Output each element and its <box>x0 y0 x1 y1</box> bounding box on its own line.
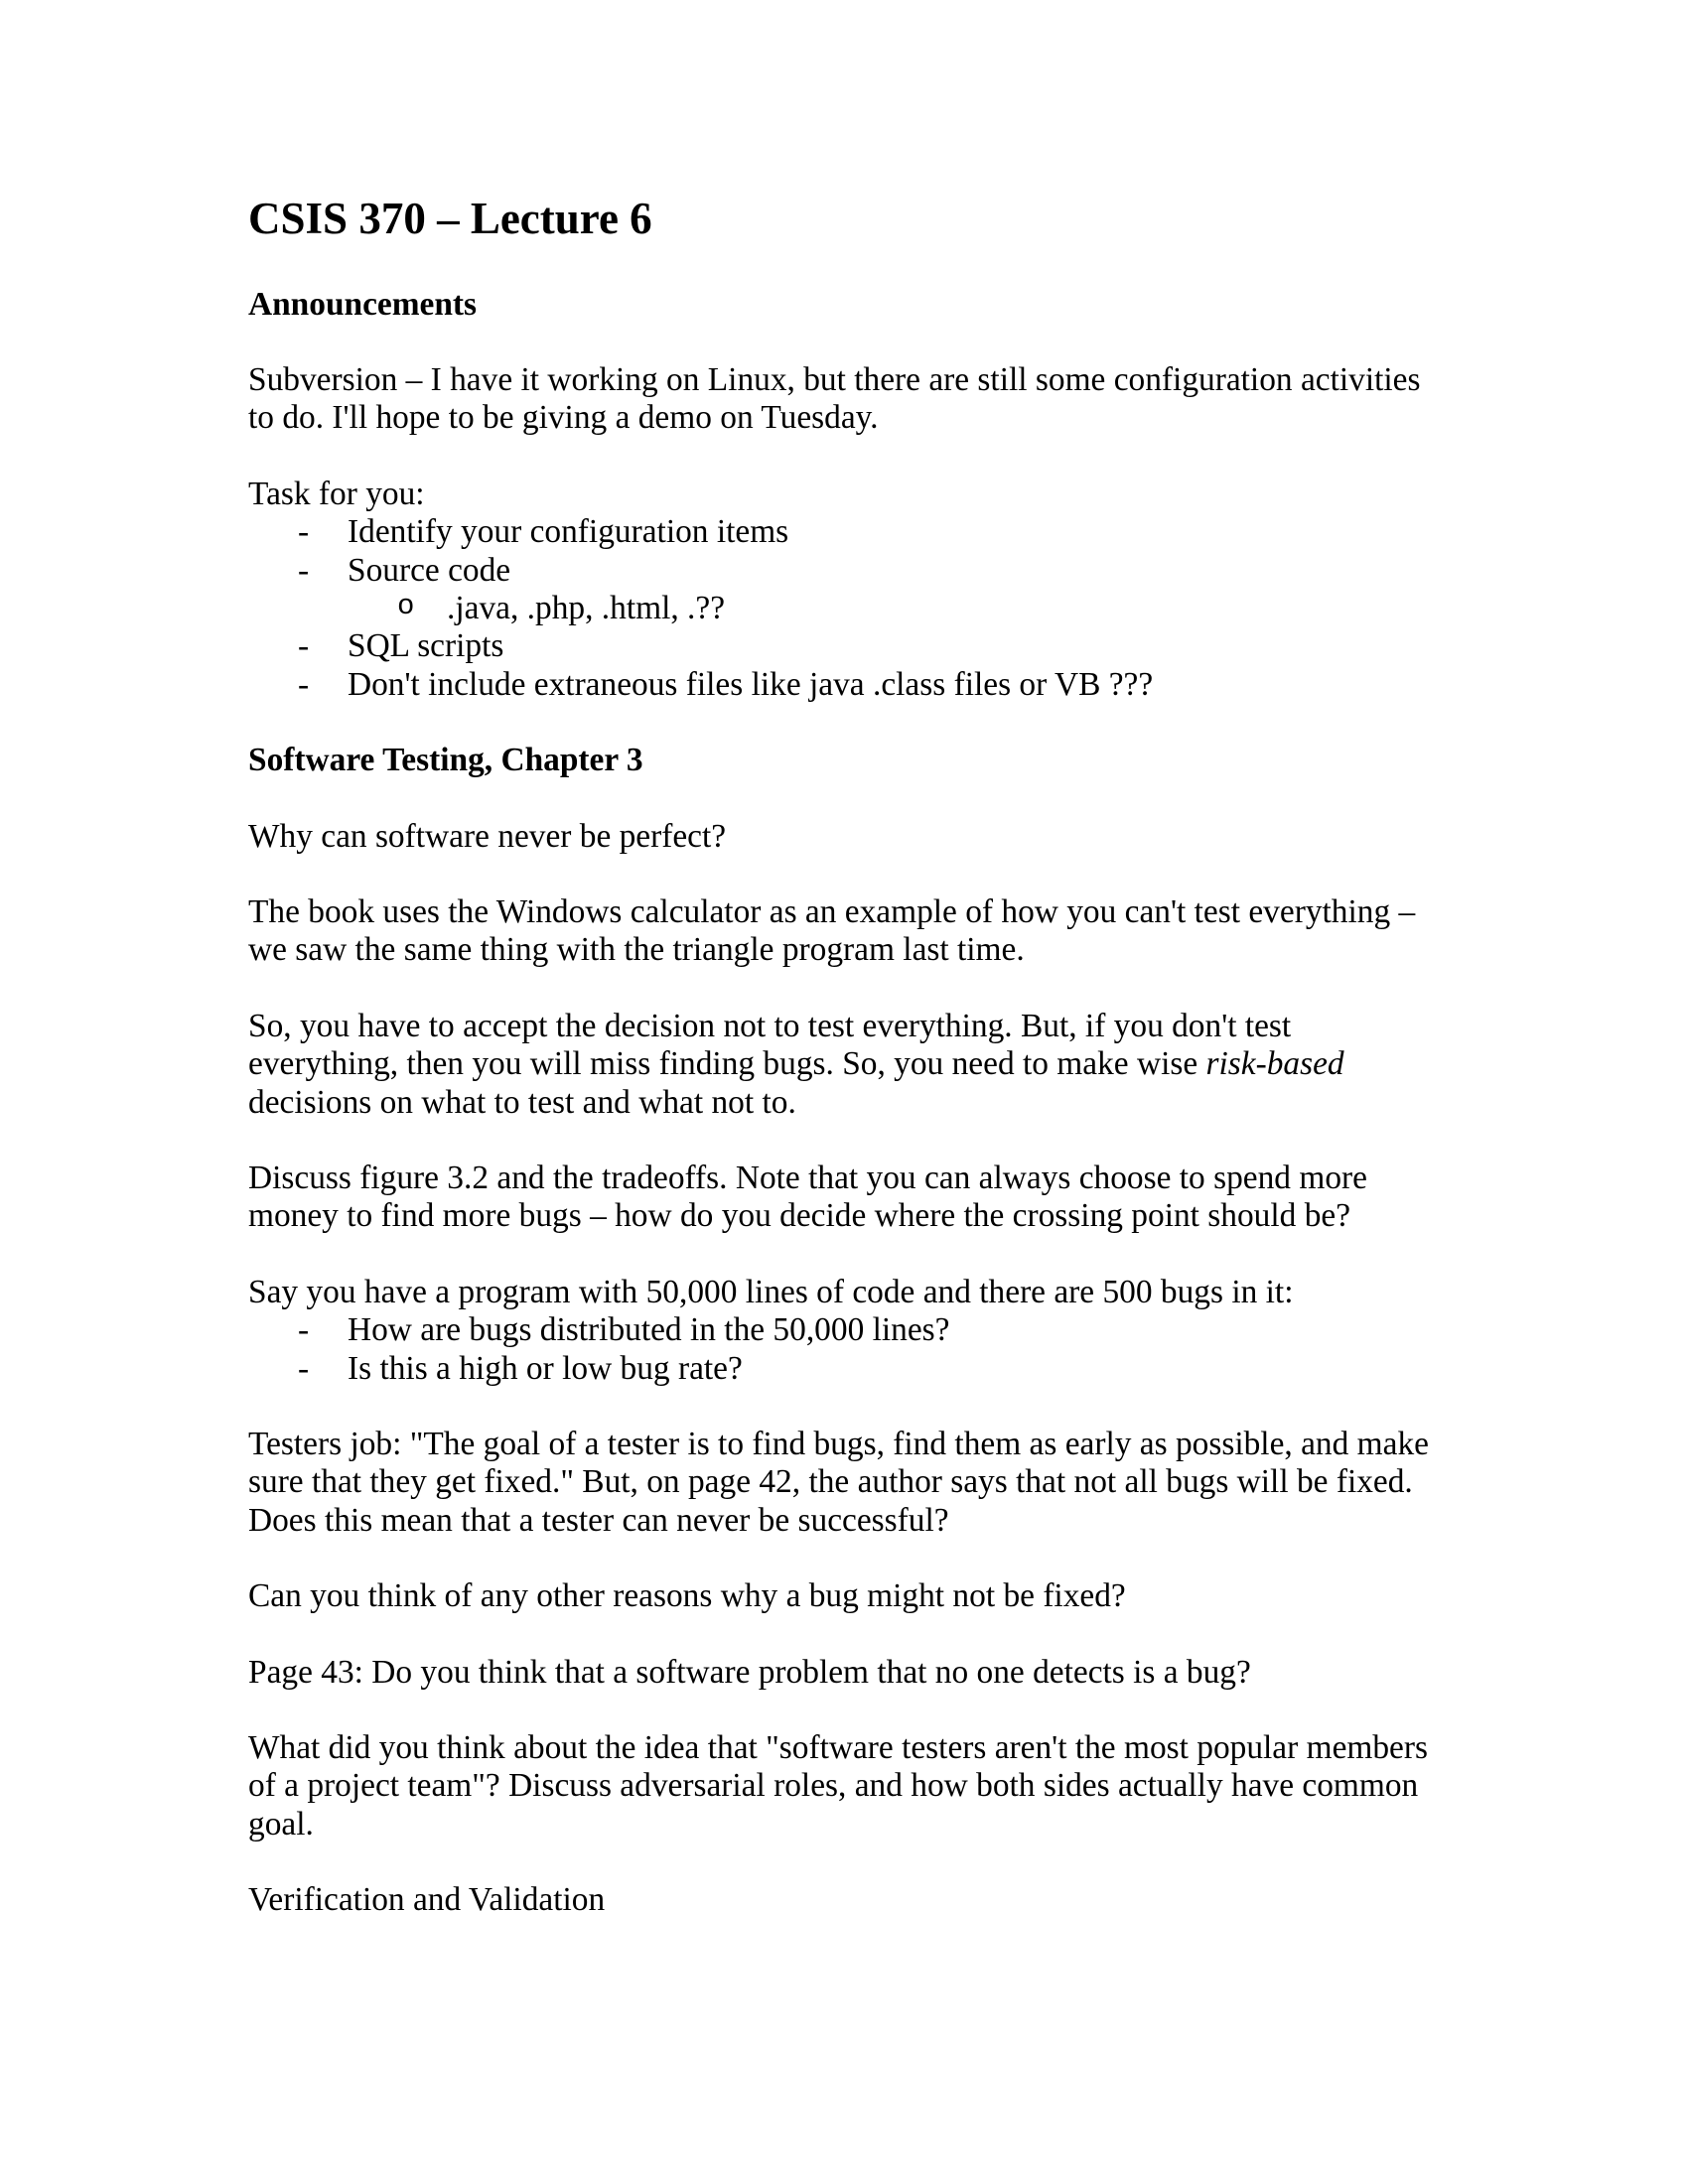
list-item-text: How are bugs distributed in the 50,000 lines? <box>348 1311 950 1349</box>
bullet-dash: - <box>298 665 310 703</box>
figure-paragraph: Discuss figure 3.2 and the tradeoffs. Note that you can always choose to spend more money to find more bugs – how do you decide where the crossing point should be? <box>248 1160 1367 1235</box>
risk-based-italic: risk-based <box>1205 1045 1344 1083</box>
list-item <box>248 552 1440 590</box>
bullet-circle: o <box>397 589 415 622</box>
bugs-intro: Say you have a program with 50,000 lines of code and there are 500 bugs in it: <box>248 1273 1294 1310</box>
risk-based-after: decisions on what to test and what not to. <box>248 1083 796 1121</box>
task-intro: Task for you: <box>248 475 425 512</box>
bullet-dash: - <box>298 1349 310 1387</box>
list-item <box>248 666 1440 704</box>
subversion-paragraph: Subversion – I have it working on Linux, but there are still some configuration activities to do. I'll hope to be giving a demo on Tuesday. <box>248 360 1421 437</box>
list-item-text: Identify your configuration items <box>348 513 789 551</box>
bullet-dash: - <box>298 551 310 589</box>
calculator-paragraph: The book uses the Windows calculator as an example of how you can't test everything – we saw the same thing with the triangle program last time. <box>248 892 1416 969</box>
bullet-dash: - <box>298 513 310 551</box>
bullet-dash: - <box>298 1311 310 1349</box>
list-item-text: .java, .php, .html, .?? <box>447 589 726 626</box>
list-item <box>248 513 1440 551</box>
other-reasons-paragraph: Can you think of any other reasons why a bug might not be fixed? <box>248 1577 1126 1615</box>
list-item-text: Source code <box>348 551 511 589</box>
list-subitem <box>248 590 1440 627</box>
list-item <box>248 1311 1440 1349</box>
page-title: CSIS 370 – Lecture 6 <box>248 194 652 243</box>
list-item-text: SQL scripts <box>348 627 504 665</box>
list-item <box>248 627 1440 665</box>
popular-members-paragraph: What did you think about the idea that "software testers aren't the most popular members of a project team"? Discuss adversarial roles, and how both sides actually have common goal. <box>248 1729 1428 1843</box>
list-item-text: Is this a high or low bug rate? <box>348 1349 743 1387</box>
list-item-text: Don't include extraneous files like java .class files or VB ??? <box>348 665 1154 703</box>
software-testing-heading: Software Testing, Chapter 3 <box>248 742 643 779</box>
risk-based-paragraph <box>248 1008 1440 1122</box>
document-content <box>248 195 1440 1958</box>
risk-based-before: So, you have to accept the decision not to test everything. But, if you don't test everything, then you will miss finding bugs. So, you need to make wise <box>248 1007 1292 1083</box>
why-perfect-paragraph: Why can software never be perfect? <box>248 817 727 855</box>
page43-paragraph: Page 43: Do you think that a software problem that no one detects is a bug? <box>248 1653 1251 1691</box>
list-item <box>248 1350 1440 1388</box>
bullet-dash: - <box>298 627 310 665</box>
announcements-heading: Announcements <box>248 285 478 323</box>
task-list <box>248 513 1440 704</box>
verification-validation-paragraph: Verification and Validation <box>248 1881 606 1919</box>
testers-job-paragraph: Testers job: "The goal of a tester is to find bugs, find them as early as possible, and make sure that they get fixed." But, on page 42, the author says that not all bugs will be fixed. Does this mean that a tester can never be successful? <box>248 1426 1429 1539</box>
bugs-list <box>248 1311 1440 1388</box>
